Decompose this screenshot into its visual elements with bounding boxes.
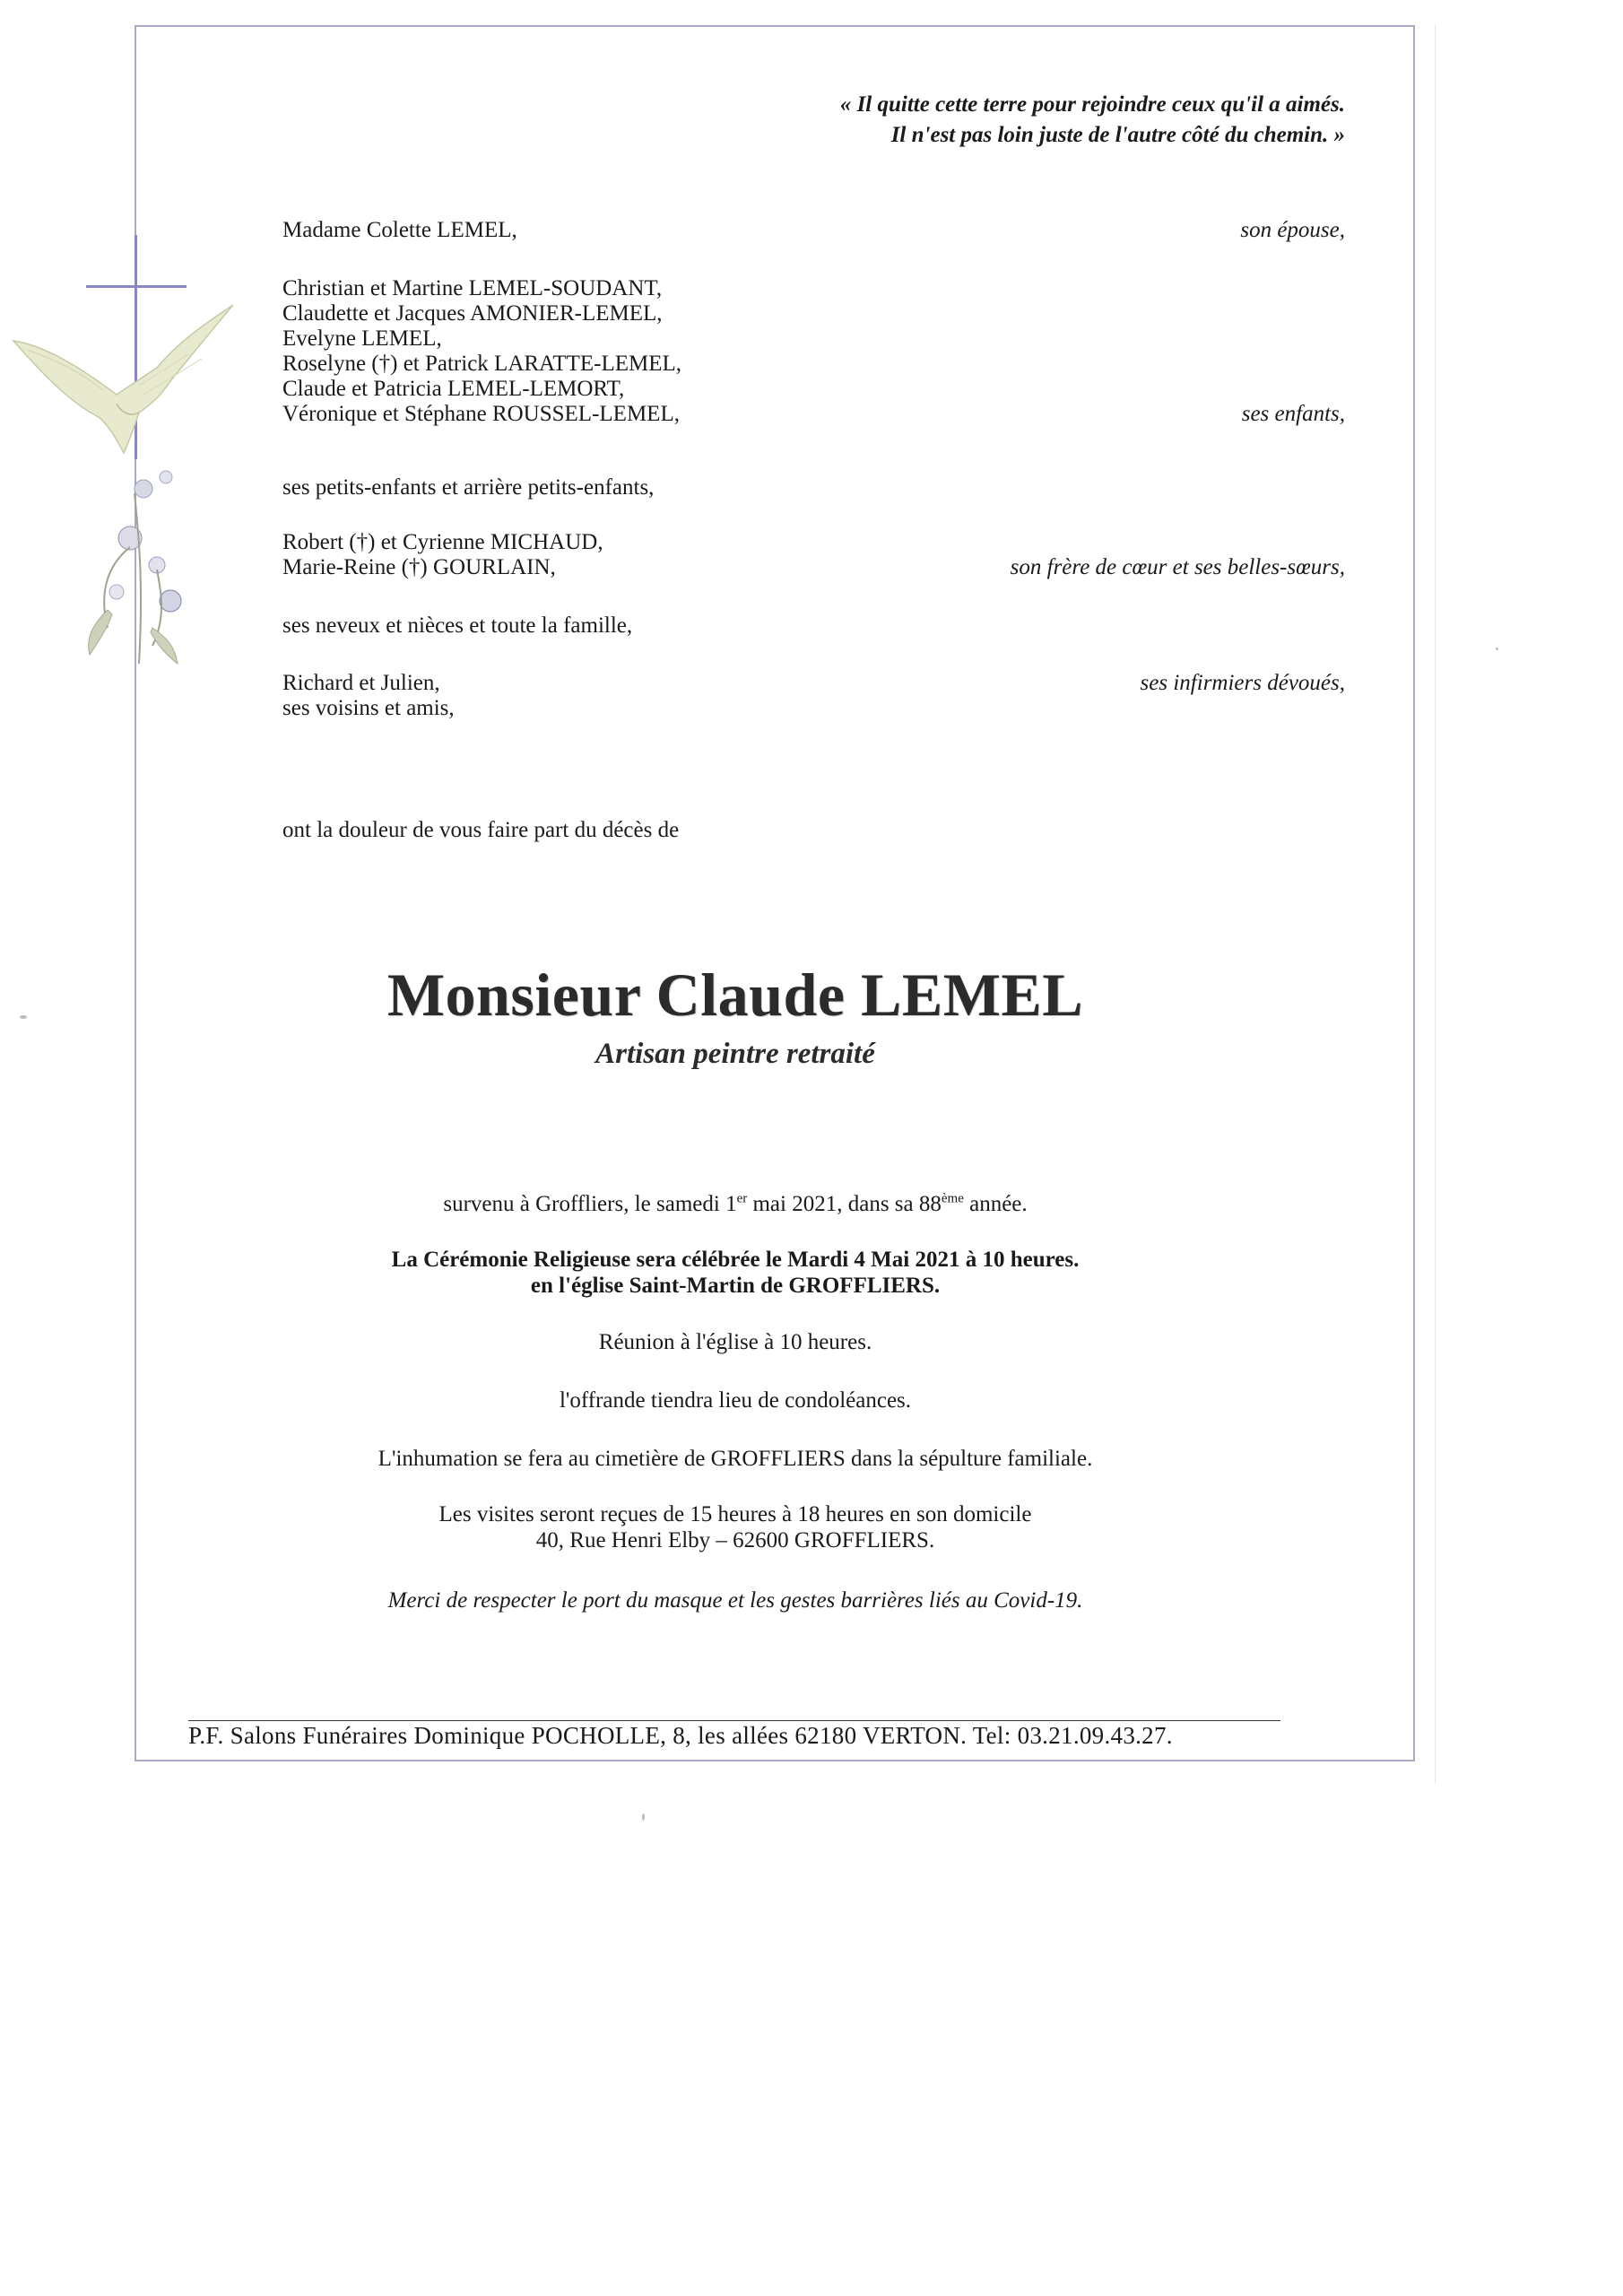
scan-speck <box>642 1813 645 1821</box>
death-text-2: mai 2021, dans sa 88 <box>747 1192 942 1216</box>
death-text-3: année. <box>963 1192 1028 1216</box>
family-relation: ses enfants, <box>1241 402 1345 426</box>
family-name: Richard et Julien, <box>282 671 440 695</box>
announcement <box>282 818 1345 843</box>
ceremony-details <box>135 1247 1336 1299</box>
death-text-1: survenu à Groffliers, le samedi 1 <box>443 1192 737 1216</box>
dove-flower-ornament-icon <box>9 269 233 682</box>
scan-speck <box>1496 648 1498 650</box>
family-name: Christian et Martine LEMEL-SOUDANT, <box>282 276 663 300</box>
family-name: Claude et Patricia LEMEL-LEMORT, <box>282 377 625 401</box>
deceased-title: Artisan peintre retraité <box>595 1038 875 1070</box>
burial-text: L'inhumation se fera au cimetière de GROFFLIERS dans la sépulture familiale. <box>378 1447 1093 1471</box>
family-relation: ses infirmiers dévoués, <box>1140 671 1345 695</box>
visits-line-1: Les visites seront reçues de 15 heures à 18 heures en son domicile <box>438 1502 1032 1526</box>
family-name: ses voisins et amis, <box>282 696 455 720</box>
ceremony-line-2: en l'église Saint-Martin de GROFFLIERS. <box>530 1274 941 1298</box>
family-name: Claudette et Jacques AMONIER-LEMEL, <box>282 301 663 326</box>
offering-text: l'offrande tiendra lieu de condoléances. <box>559 1388 912 1413</box>
scan-speck <box>20 1015 27 1019</box>
death-sup-1: er <box>736 1191 748 1206</box>
family-name: Marie-Reine (†) GOURLAIN, <box>282 555 556 579</box>
epigraph-quote <box>840 90 1345 151</box>
family-name: Roselyne (†) et Patrick LARATTE-LEMEL, <box>282 352 682 376</box>
meeting-text: Réunion à l'église à 10 heures. <box>598 1330 872 1354</box>
family-name: Madame Colette LEMEL, <box>282 218 517 242</box>
visits-details <box>135 1501 1336 1553</box>
death-details <box>135 1191 1336 1217</box>
family-name: ses petits-enfants et arrière petits-enfants, <box>282 475 655 500</box>
visits-line-2: 40, Rue Henri Elby – 62600 GROFFLIERS. <box>535 1528 935 1552</box>
covid-notice: Merci de respecter le port du masque et les gestes barrières liés au Covid-19. <box>387 1588 1083 1613</box>
announcement-text: ont la douleur de vous faire part du décès de <box>282 818 680 842</box>
footer-rule <box>188 1720 1280 1721</box>
ceremony-line-1: La Cérémonie Religieuse sera célébrée le Mardi 4 Mai 2021 à 10 heures. <box>391 1248 1080 1272</box>
family-relation: son épouse, <box>1240 218 1345 242</box>
funeral-home-footer: P.F. Salons Funéraires Dominique POCHOLLE, 8, les allées 62180 VERTON. Tel: 03.21.09.43.27. <box>188 1722 1173 1749</box>
death-sup-2: ème <box>941 1191 964 1206</box>
family-name: Robert (†) et Cyrienne MICHAUD, <box>282 530 603 554</box>
family-relation: son frère de cœur et ses belles-sœurs, <box>1010 555 1345 579</box>
family-name: Véronique et Stéphane ROUSSEL-LEMEL, <box>282 402 680 426</box>
frame-shadow <box>1435 25 1436 1783</box>
family-name: Evelyne LEMEL, <box>282 326 442 351</box>
family-name: ses neveux et nièces et toute la famille, <box>282 613 633 638</box>
quote-line-2: Il n'est pas loin juste de l'autre côté du chemin. » <box>890 123 1345 147</box>
quote-line-1: « Il quitte cette terre pour rejoindre ceux qu'il a aimés. <box>839 92 1345 117</box>
deceased-name: Monsieur Claude LEMEL <box>386 961 1084 1029</box>
